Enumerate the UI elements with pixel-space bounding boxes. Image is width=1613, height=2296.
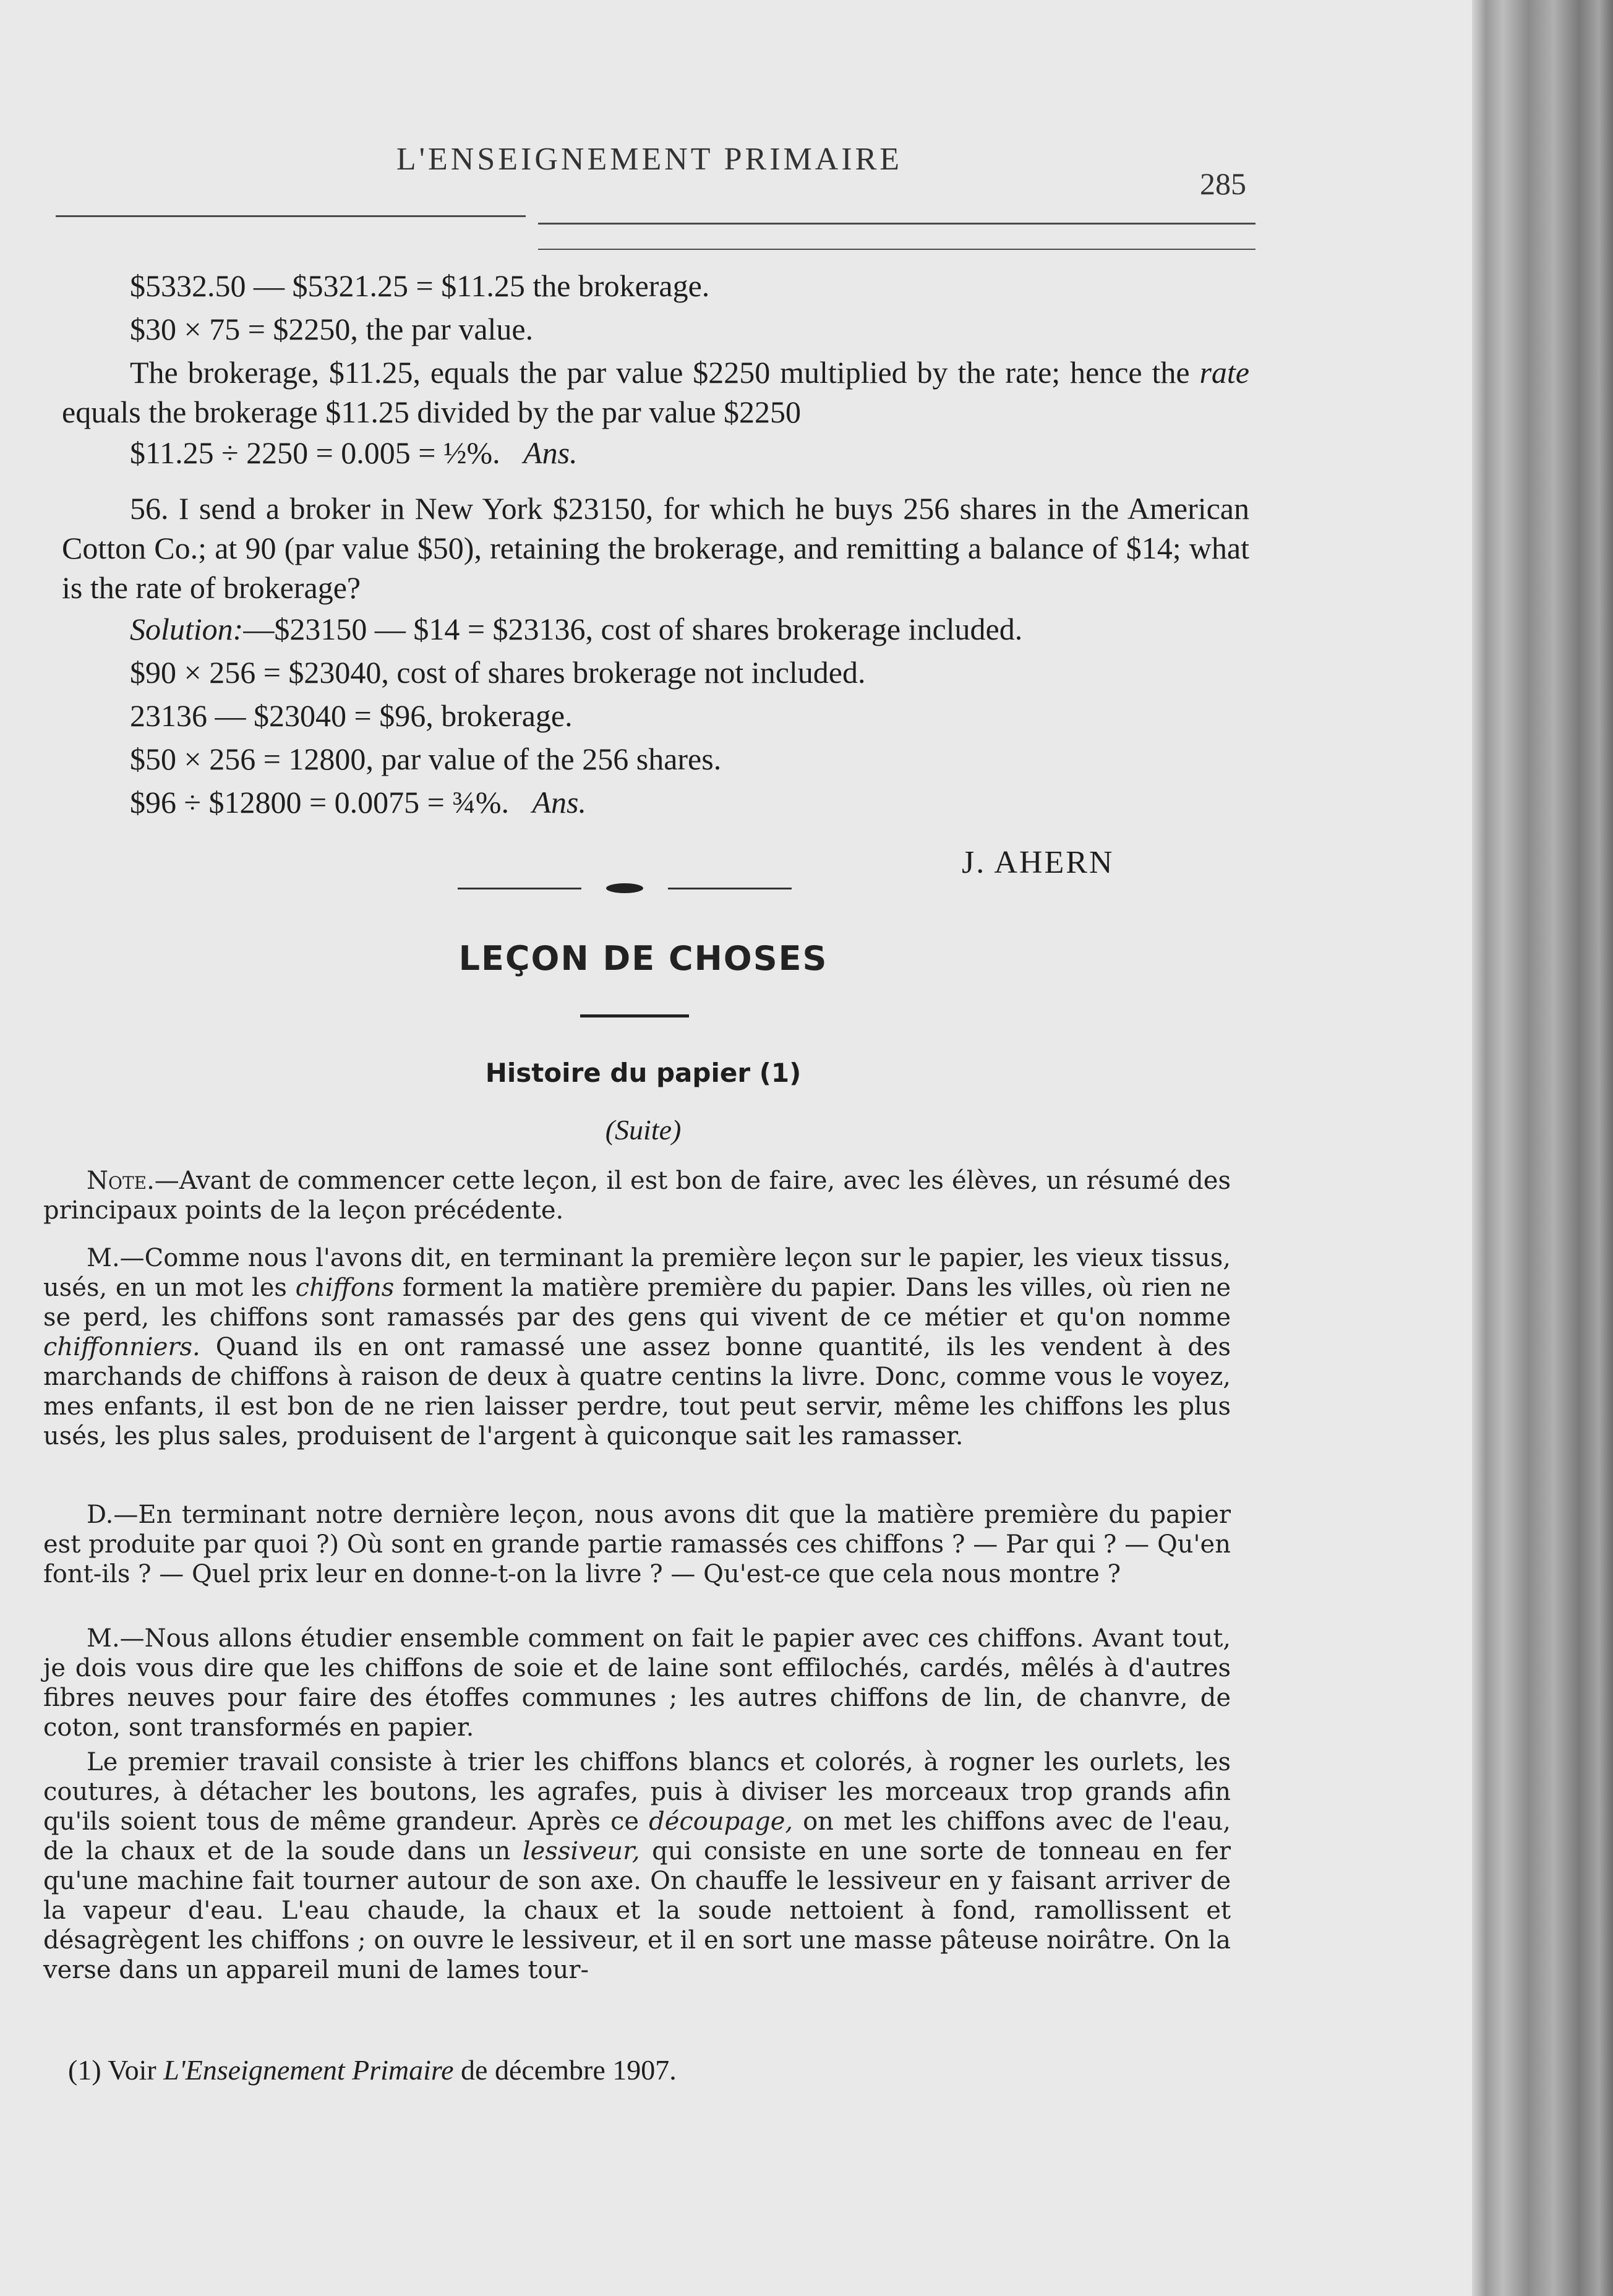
solution-line-2: $90 × 256 = $23040, cost of shares brokerage not included. — [130, 655, 866, 690]
solution-line-1: Solution:—$23150 — $14 = $23136, cost of shares brokerage included. — [130, 612, 1023, 646]
author-signature: J. AHERN — [962, 845, 1115, 880]
answer-label: Ans. — [523, 435, 578, 470]
calc-line-rate: $11.25 ÷ 2250 = 0.005 = ½%. Ans. — [130, 435, 578, 470]
paragraph-m2: M.—Nous allons étudier ensemble comment on fait le papier avec ces chiffons. Avant tout, je dois vous dire que les chiffons de soie et de laine sont effilochés, cardés, mêlés à d'autres fibres neuves pour faire des étoffes communes ; les autres chiffons de lin, de chanvre, de coton, sont transformés en papier. — [43, 1624, 1231, 1742]
problem-56-statement: 56. I send a broker in New York $23150, for which he buys 256 shares in the American Cotton Co.; at 90 (par value $50), retaining the brokerage, and remitting a balance of $14; what is the rate of brokerage? — [62, 491, 1249, 605]
answer-label: Ans. — [532, 785, 586, 820]
section-suite: (Suite) — [605, 1114, 682, 1146]
header-rule-right — [538, 223, 1256, 225]
book-edge — [1472, 0, 1613, 2296]
solution-line-3: 23136 — $23040 = $96, brokerage. — [130, 698, 573, 733]
section-title: LEÇON DE CHOSES — [458, 939, 828, 978]
paragraph-rate-explanation: The brokerage, $11.25, equals the par value $2250 multiplied by the rate; hence the rate equals the brokerage $11.25 divided by the par value $2250 — [62, 355, 1249, 429]
paragraph-p3: Le premier travail consiste à trier les chiffons blancs et colorés, à rogner les ourlets, les coutures, à détacher les boutons, les agrafes, puis à diviser les morceaux trop grands afin qu'ils soient tous de même grandeur. Après ce découpage, on met les chiffons avec de l'eau, de la chaux et de la soude dans un lessiveur, qui consiste en une sorte de tonneau en fer qu'une machine fait tourner autour de son axe. On chauffe le lessiveur en y faisant arriver de la vapeur d'eau. L'eau chaude, la chaux et la soude nettoient à fond, ramollissent et désagrègent les chiffons ; on ouvre le lessiveur, et il en sort une masse pâteuse noirâtre. On la verse dans un appareil muni de lames tour- — [43, 1748, 1231, 1984]
page-number: 285 — [1200, 166, 1246, 201]
solution-label: Solution: — [130, 612, 244, 646]
note-label: Note. — [87, 1167, 155, 1195]
paragraph-note: Note.—Avant de commencer cette leçon, il est bon de faire, avec les élèves, un résumé des principaux points de la leçon précédente. — [43, 1167, 1231, 1225]
running-title: L'ENSEIGNEMENT PRIMAIRE — [396, 142, 903, 177]
solution-line-4: $50 × 256 = 12800, par value of the 256 shares. — [130, 742, 722, 776]
footnote: (1) Voir L'Enseignement Primaire de décembre 1907. — [68, 2054, 677, 2086]
section-subtitle: Histoire du papier (1) — [485, 1058, 802, 1088]
ornament-divider — [458, 880, 792, 898]
title-rule — [580, 1014, 689, 1017]
header-rule-left — [56, 215, 526, 217]
calc-line-brokerage: $5332.50 — $5321.25 = $11.25 the brokerage. — [130, 268, 710, 303]
solution-line-5: $96 ÷ $12800 = 0.0075 = ¾%. Ans. — [130, 785, 586, 820]
journal-title: L'Enseignement Primaire — [163, 2054, 454, 2086]
paragraph-m1: M.—Comme nous l'avons dit, en terminant la première leçon sur le papier, les vieux tissus, usés, en un mot les chiffons forment la matière première du papier. Dans les villes, où rien ne se perd, les chiffons sont ramassés par des gens qui vivent de ce métier et qu'on nomme chiffonniers. Quand ils en ont ramassé une assez bonne quantité, ils les vendent à des marchands de chiffons à raison de deux à quatre centins la livre. Donc, comme vous le voyez, mes enfants, il est bon de ne rien laisser perdre, tout peut servir, même les chiffons les plus usés, les plus sales, produisent de l'argent à quiconque sait les ramasser. — [43, 1244, 1231, 1450]
header-rule-right-lower — [538, 249, 1256, 250]
rate-term: rate — [1199, 355, 1249, 390]
paragraph-d1: D.—En terminant notre dernière leçon, nous avons dit que la matière première du papier est produite par quoi ?) Où sont en grande partie ramassés ces chiffons ? — Par qui ? — Qu'en font-ils ? — Quel prix leur en donne-t-on la livre ? — Qu'est-ce que cela nous montre ? — [43, 1501, 1231, 1588]
calc-line-par-value: $30 × 75 = $2250, the par value. — [130, 312, 534, 346]
